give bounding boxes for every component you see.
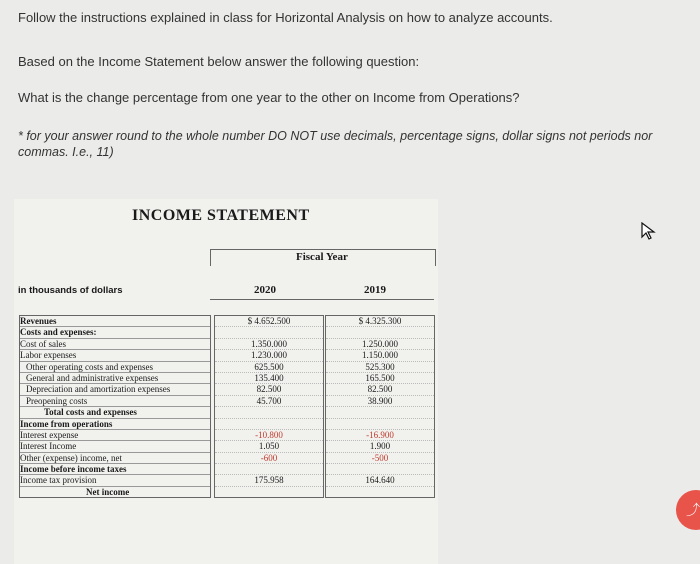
cell-2019-other-income: -500 <box>326 453 434 464</box>
header-divider <box>210 299 434 300</box>
cell-2020-income-before-taxes <box>215 464 323 475</box>
row-label-total-costs: Total costs and expenses <box>20 407 210 418</box>
row-label-depreciation: Depreciation and amortization expenses <box>20 384 210 395</box>
cell-2020-labor: 1.230.000 <box>215 350 323 361</box>
row-label-preopening: Preopening costs <box>20 396 210 407</box>
cell-2020-cost-of-sales: 1.350.000 <box>215 339 323 350</box>
cell-2019-interest-expense: -16.900 <box>326 430 434 441</box>
row-label-income-operations: Income from operations <box>20 419 210 430</box>
cell-2020-general-admin: 135.400 <box>215 373 323 384</box>
cell-2020-income-operations <box>215 419 323 430</box>
cell-2020-interest-expense: -10.800 <box>215 430 323 441</box>
cell-2019-preopening: 38.900 <box>326 396 434 407</box>
cell-2019-general-admin: 165.500 <box>326 373 434 384</box>
row-label-labor: Labor expenses <box>20 350 210 361</box>
question-prompt: What is the change percentage from one year to the other on Income from Operations? <box>18 90 520 105</box>
cell-2019-depreciation: 82.500 <box>326 384 434 395</box>
based-on-text: Based on the Income Statement below answer the following question: <box>18 54 420 69</box>
year-2019-header: 2019 <box>364 284 386 296</box>
cell-2020-interest-income: 1.050 <box>215 441 323 452</box>
cell-2019-net-income <box>326 487 434 497</box>
cell-2019-revenues: $ 4.325.300 <box>326 316 434 327</box>
share-badge-icon[interactable]: ⤴ <box>676 490 700 530</box>
cell-2019-other-operating: 525.300 <box>326 362 434 373</box>
cell-2019-income-before-taxes <box>326 464 434 475</box>
row-label-other-income: Other (expense) income, net <box>20 453 210 464</box>
fiscal-year-label: Fiscal Year <box>296 251 348 263</box>
cell-2020-other-operating: 625.500 <box>215 362 323 373</box>
row-label-revenues: Revenues <box>20 316 210 327</box>
cell-2019-total-costs <box>326 407 434 418</box>
row-label-interest-income: Interest Income <box>20 441 210 452</box>
column-2020 <box>214 315 324 498</box>
cell-2020-net-income <box>215 487 323 497</box>
row-label-costs-expenses: Costs and expenses: <box>20 327 210 338</box>
row-label-tax-provision: Income tax provision <box>20 475 210 486</box>
cell-2019-income-operations <box>326 419 434 430</box>
cell-2020-costs-expenses <box>215 327 323 338</box>
instruction-text: Follow the instructions explained in class for Horizontal Analysis on how to analyze accounts. <box>18 10 553 25</box>
statement-title: INCOME STATEMENT <box>132 207 310 224</box>
row-label-net-income: Net income <box>86 486 130 497</box>
column-2019 <box>325 315 435 498</box>
cell-2020-tax-provision: 175.958 <box>215 475 323 486</box>
cell-2019-cost-of-sales: 1.250.000 <box>326 339 434 350</box>
row-label-other-operating: Other operating costs and expenses <box>20 362 210 373</box>
rounding-note: * for your answer round to the whole number DO NOT use decimals, percentage signs, dollar signs not periods nor commas. I.e., 11) <box>18 129 653 159</box>
row-label-income-before-taxes: Income before income taxes <box>20 464 210 475</box>
cell-2020-total-costs <box>215 407 323 418</box>
row-label-general-admin: General and administrative expenses <box>20 373 210 384</box>
row-labels <box>19 315 211 498</box>
income-statement <box>14 199 438 564</box>
cell-2020-other-income: -600 <box>215 453 323 464</box>
cell-2019-labor: 1.150.000 <box>326 350 434 361</box>
row-label-interest-expense: Interest expense <box>20 430 210 441</box>
row-label-cost-of-sales: Cost of sales <box>20 339 210 350</box>
cell-2019-costs-expenses <box>326 327 434 338</box>
year-2020-header: 2020 <box>254 284 276 296</box>
cell-2019-interest-income: 1.900 <box>326 441 434 452</box>
cell-2020-preopening: 45.700 <box>215 396 323 407</box>
cell-2019-tax-provision: 164.640 <box>326 475 434 486</box>
units-label: in thousands of dollars <box>18 285 123 296</box>
cursor-arrow-icon <box>641 222 657 240</box>
cell-2020-revenues: $ 4.652.500 <box>215 316 323 327</box>
cell-2020-depreciation: 82.500 <box>215 384 323 395</box>
